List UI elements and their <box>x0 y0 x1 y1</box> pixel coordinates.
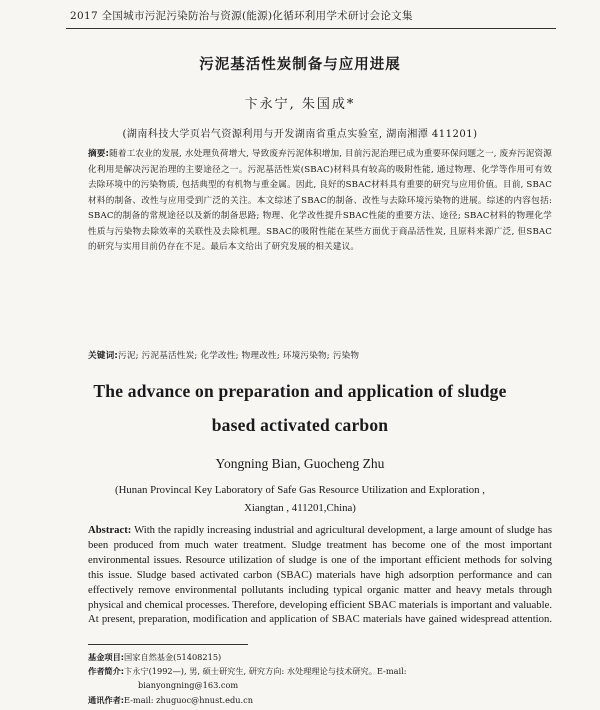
chinese-keywords-text: 污泥; 污泥基活性炭; 化学改性; 物理改性; 环境污染物; 污染物 <box>118 351 360 361</box>
english-title-line2: based activated carbon <box>211 415 389 435</box>
contact-text: E-mail: zhuguoc@hnust.edu.cn <box>124 694 253 705</box>
running-header: 2017 全国城市污泥污染防治与资源(能源)化循环利用学术研讨会论文集 <box>70 10 413 22</box>
chinese-keywords <box>88 349 552 361</box>
author-text: 卞永宁(1992—), 男, 硕士研究生, 研究方向: 水处理理论与技术研究。E-mail: <box>124 666 407 677</box>
english-authors: Yongning Bian, Guocheng Zhu <box>215 456 385 471</box>
english-affiliation-line2: Xiangtan , 411201,China) <box>244 502 356 514</box>
chinese-abstract <box>88 147 552 256</box>
author-label: 作者简介: <box>88 666 125 677</box>
chinese-title: 污泥基活性炭制备与应用进展 <box>199 57 401 73</box>
chinese-affiliation: (湖南科技大学页岩气资源利用与开发湖南省重点实验室, 湖南湘潭 411201) <box>122 129 478 140</box>
english-abstract-label: Abstract: <box>88 524 132 536</box>
chinese-abstract-label: 摘要: <box>88 149 110 159</box>
contact-label: 通讯作者: <box>88 694 125 705</box>
footnote-fund <box>88 650 558 664</box>
english-abstract <box>88 523 552 628</box>
chinese-keywords-label: 关键词: <box>88 351 119 361</box>
footnote-author-email: bianyongning@163.com <box>138 680 239 691</box>
footnote-author <box>88 664 558 678</box>
english-affiliation-line1: (Hunan Provincal Key Laboratory of Safe Gas Resource Utilization and Exploration , <box>115 484 485 496</box>
header-rule <box>66 28 556 29</box>
chinese-authors: 卞永宁, 朱国成* <box>244 97 356 112</box>
footnote-contact <box>88 693 558 707</box>
footnotes <box>88 650 558 707</box>
fund-label: 基金项目: <box>88 652 125 662</box>
footnote-rule <box>88 644 248 645</box>
english-title-line1: The advance on preparation and application of sludge <box>93 381 507 401</box>
english-abstract-text: With the rapidly increasing industrial and agricultural development, a large amount of sludge has been produced from much water treatment. Sludge treatment has become one of the most important environmental issues. Resource utilization of sludge is one of the important efficient methods for solving this issue. Sludge based activated carbon (SBAC) materials have high adsorption performance and can effectively remove environmental pollutants including typical organic matter and heavy metals through physical and chemical processes. Therefore, developing efficient SBAC materials is important and valuable. At present, preparation, modification and application of SBAC materials have gained widespread attention. <box>88 524 552 626</box>
fund-text: 国家自然基金(51408215) <box>124 652 222 662</box>
chinese-abstract-text: 随着工农业的发展, 水处理负荷增大, 导致废弃污泥体积增加, 目前污泥治理已成为重要环保问题之一, 废弃污泥资源化利用是解决污泥治理的主要途径之一。污泥基活性炭(SBAC)材料具有较高的吸附性能, 通过物理、化学等作用可有效去除环境中的污染物质, 包括典型的有机物与重金属。因此, 良好的SBAC材料具有重要的研究与应用价值。目前, SBAC材料的制备、改性与应用受到广泛的关注。本文综述了SBAC的制备、改性与去除环境污染物的进展。综述的内容包括: SBAC的制备的常规途径以及新的制备思路; 物理、化学改性提升SBAC性能的重要方法、途径; SBAC材料的物理化学性质与污染物去除效率的关联性及去除机理。SBAC的吸附性能在某些方面优于商品活性炭, 且原料来源广泛, 但SBAC的研究与实用目前仍存在不足。最后本文给出了研究发展的相关建议。 <box>88 149 552 252</box>
